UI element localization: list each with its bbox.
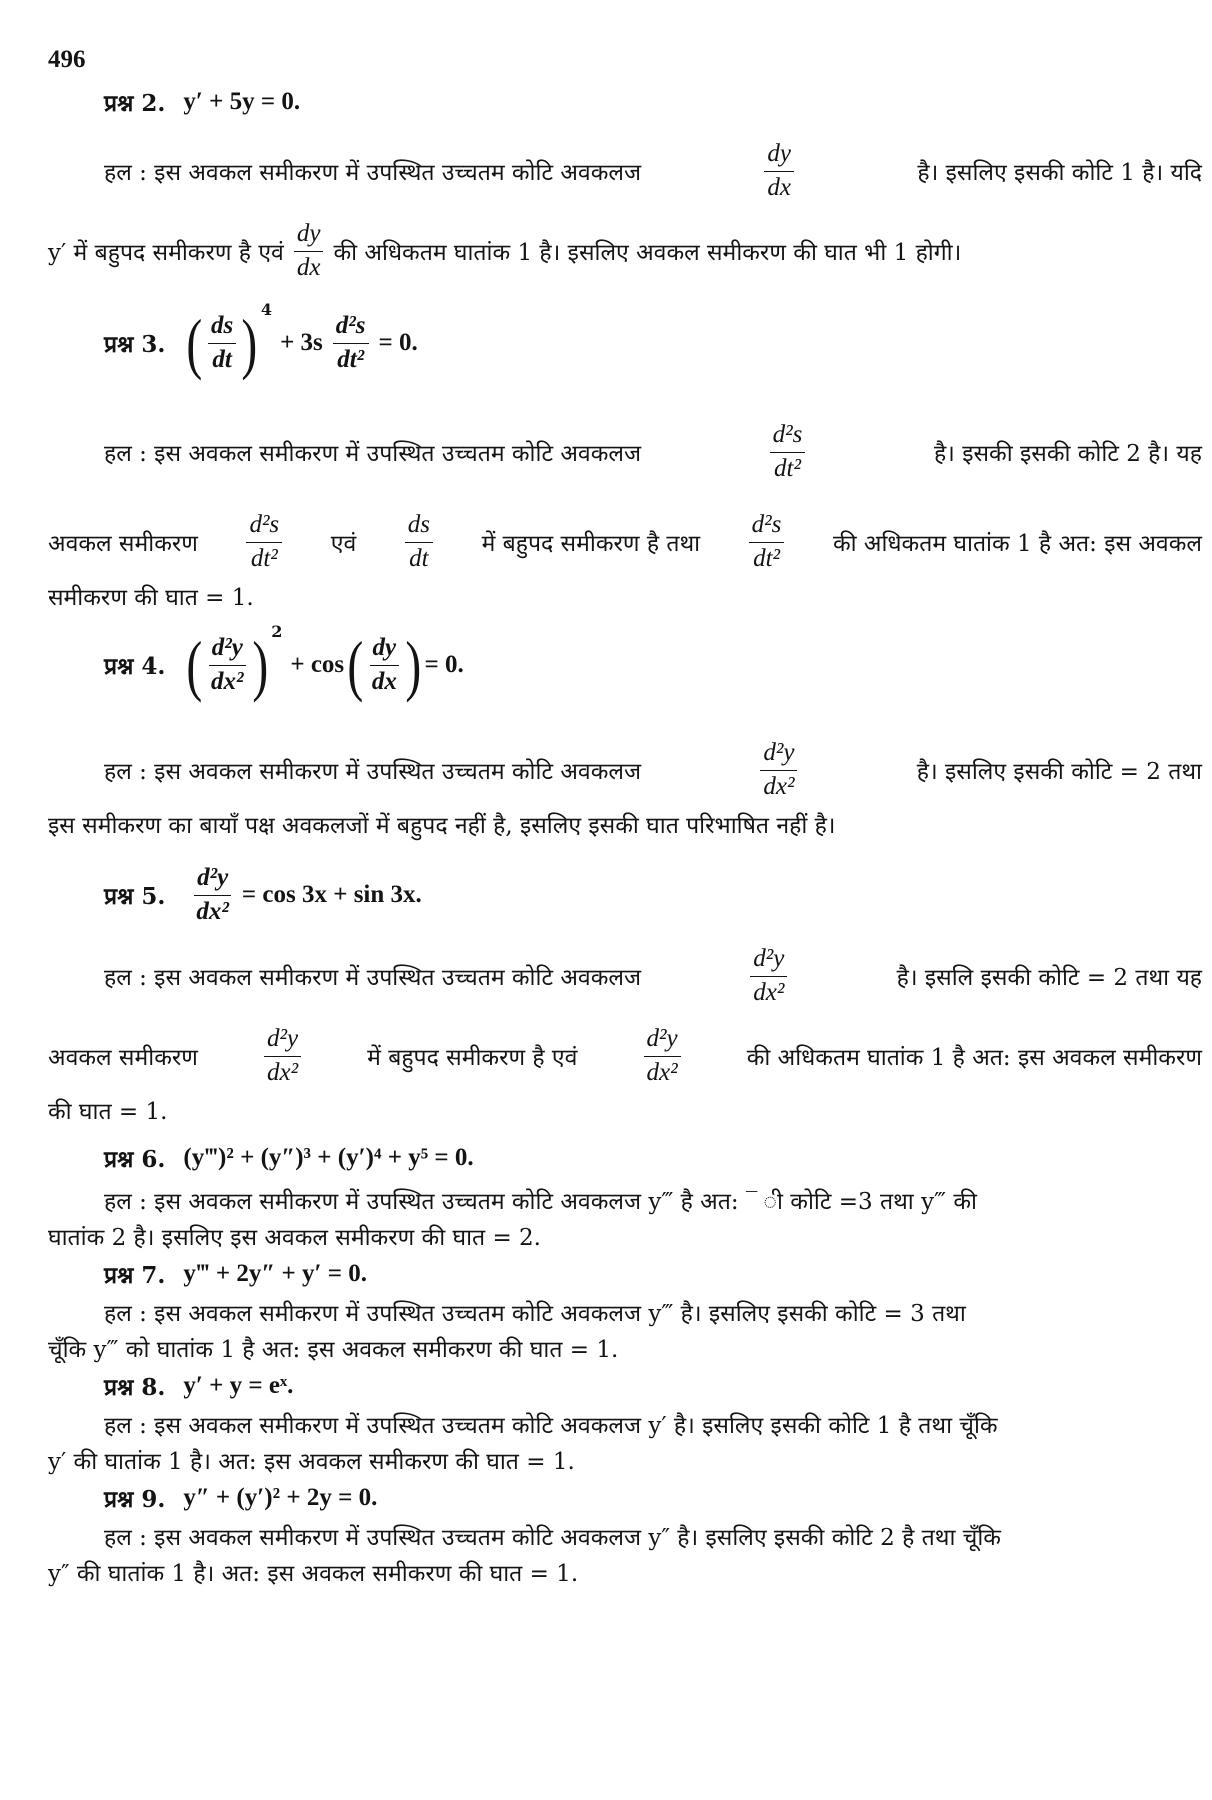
fraction: $\frac{ds}{dt}$ <box>405 511 433 574</box>
solution-4-line-1 <box>48 734 1202 806</box>
text-span: में बहुपद समीकरण है तथा <box>481 531 701 557</box>
text-span: की अधिकतम घातांक 1 है अत: इस अवकल <box>832 531 1202 557</box>
question-label: प्रश्न 5. <box>104 883 166 910</box>
solution-5-line-1 <box>48 940 1202 1012</box>
text-span: हल : इस अवकल समीकरण में उपस्थित उच्चतम कोटि अवकलज y‴ है अत: ‾ ी कोटि =3 तथा y‴ की <box>104 1189 977 1215</box>
solution-3-line-2 <box>48 506 1202 578</box>
equation-part: + cos <box>290 651 345 678</box>
equation-part: = 0. <box>424 651 464 678</box>
question-label: प्रश्न 6. <box>104 1146 166 1173</box>
text-span: घातांक 2 है। इसलिए इस अवकल समीकरण की घात = 2. <box>48 1225 541 1251</box>
solution-4-line-2 <box>48 808 1202 840</box>
question-9 <box>48 1482 1202 1514</box>
text-span: y′ में बहुपद समीकरण है एवं <box>48 240 284 266</box>
fraction: $\frac{dy}{dx}$ <box>369 634 400 697</box>
equation: y″ + (y′)² + 2y = 0. <box>183 1484 378 1511</box>
solution-6-line-2 <box>48 1220 1202 1252</box>
text-span: हल : इस अवकल समीकरण में उपस्थित उच्चतम कोटि अवकलज <box>104 759 642 785</box>
text-span: y′ की घातांक 1 है। अत: इस अवकल समीकरण की घात = 1. <box>48 1449 575 1475</box>
fraction: $\frac{ds}{dt}$ <box>208 312 236 375</box>
solution-2-line-2 <box>48 216 1202 286</box>
equation-part: + 3s <box>280 329 323 356</box>
question-label: प्रश्न 3. <box>104 331 166 358</box>
text-span: एवं <box>330 531 357 557</box>
solution-8-line-1 <box>48 1408 1202 1440</box>
page-number: 496 <box>48 46 86 73</box>
solution-7-line-2 <box>48 1332 1202 1364</box>
solution-9-line-2 <box>48 1556 1202 1588</box>
solution-5-line-2 <box>48 1020 1202 1092</box>
solution-3-line-1 <box>48 416 1202 488</box>
fraction: $\frac{\text{d²y}}{\text{dx²}}$ <box>208 634 247 697</box>
solution-3-line-3 <box>48 580 1202 612</box>
fraction: $\frac{\text{d²y}}{\text{dx²}}$ <box>644 1025 681 1088</box>
text-span: की अधिकतम घातांक 1 है अत: इस अवकल समीकरण <box>746 1045 1202 1071</box>
text-span: है। इसलिए इसकी कोटि = 2 तथा <box>916 759 1202 785</box>
text-span: अवकल समीकरण <box>48 1045 198 1071</box>
question-6 <box>48 1142 1202 1174</box>
text-span: हल : इस अवकल समीकरण में उपस्थित उच्चतम कोटि अवकलज <box>104 965 642 991</box>
fraction: $\frac{dy}{dx}$ <box>294 220 324 283</box>
text-span: हल : इस अवकल समीकरण में उपस्थित उच्चतम कोटि अवकलज y‴ है। इसलिए इसकी कोटि = 3 तथा <box>104 1301 966 1327</box>
solution-5-line-3 <box>48 1094 1202 1126</box>
question-2 <box>48 86 1202 118</box>
question-4: प्रश्न 4. ( $\frac{\text{d²y}}{\text{dx²}}$ ) 2 + cos ( $\frac{dy}{dx}$ ) = 0. <box>104 622 464 703</box>
fraction: $\frac{\text{d²s}}{\text{dt²}}$ <box>333 312 369 375</box>
question-label: प्रश्न 9. <box>104 1486 166 1513</box>
fraction: $\frac{\text{d²y}}{\text{dx²}}$ <box>193 864 232 927</box>
fraction: $\frac{\text{d²s}}{\text{dt²}}$ <box>749 511 785 574</box>
text-span: हल : इस अवकल समीकरण में उपस्थित उच्चतम कोटि अवकलज <box>104 160 642 186</box>
text-span: y″ की घातांक 1 है। अत: इस अवकल समीकरण की घात = 1. <box>48 1561 579 1587</box>
fraction: $\frac{\text{d²y}}{\text{dx²}}$ <box>750 945 787 1008</box>
equation: y′ + y = eˣ. <box>183 1372 294 1399</box>
solution-2-line-1 <box>48 136 1202 206</box>
question-8 <box>48 1370 1202 1402</box>
question-5 <box>48 856 1202 934</box>
equation-part: = 0. <box>378 329 418 356</box>
text-span: इस समीकरण का बायाँ पक्ष अवकलजों में बहुपद नहीं है, इसलिए इसकी घात परिभाषित नहीं है। <box>48 813 836 839</box>
text-span: अवकल समीकरण <box>48 531 198 557</box>
fraction: $\frac{dy}{dx}$ <box>764 140 794 203</box>
text-span: की घात = 1. <box>48 1099 168 1125</box>
question-label: प्रश्न 4. <box>104 653 166 680</box>
question-label: प्रश्न 2. <box>104 90 166 117</box>
fraction: $\frac{\text{d²y}}{\text{dx²}}$ <box>760 739 797 802</box>
question-7 <box>48 1258 1202 1290</box>
equation: y‴ + 2y″ + y′ = 0. <box>183 1260 368 1287</box>
text-span: चूँकि y‴ को घातांक 1 है अत: इस अवकल समीकरण की घात = 1. <box>48 1337 619 1363</box>
text-span: है। इसलि इसकी कोटि = 2 तथा यह <box>896 965 1202 991</box>
fraction: $\frac{\text{d²s}}{\text{dt²}}$ <box>246 511 282 574</box>
text-span: हल : इस अवकल समीकरण में उपस्थित उच्चतम कोटि अवकलज y′ है। इसलिए इसकी कोटि 1 है तथा चूँकि <box>104 1413 998 1439</box>
solution-9-line-1 <box>48 1520 1202 1552</box>
question-label: प्रश्न 7. <box>104 1262 166 1289</box>
equation: (y‴)² + (y″)³ + (y′)⁴ + y⁵ = 0. <box>183 1144 474 1171</box>
text-span: समीकरण की घात = 1. <box>48 585 254 611</box>
text-span: हल : इस अवकल समीकरण में उपस्थित उच्चतम कोटि अवकलज y″ है। इसलिए इसकी कोटि 2 है तथा चूँकि <box>104 1525 1001 1551</box>
question-label: प्रश्न 8. <box>104 1374 166 1401</box>
solution-7-line-1 <box>48 1296 1202 1328</box>
text-span: की अधिकतम घातांक 1 है। इसलिए अवकल समीकरण की घात भी 1 होगी। <box>333 240 962 266</box>
fraction: $\frac{\text{d²s}}{\text{dt²}}$ <box>770 421 806 484</box>
equation-part: = cos 3x + sin 3x. <box>241 881 422 908</box>
equation: y′ + 5y = 0. <box>183 88 301 115</box>
solution-8-line-2 <box>48 1444 1202 1476</box>
text-span: में बहुपद समीकरण है एवं <box>367 1045 578 1071</box>
text-span: है। इसकी इसकी कोटि 2 है। यह <box>933 441 1202 467</box>
question-3: प्रश्न 3. ( $\frac{ds}{dt}$ ) 4 + 3s $\frac{\text{d²s}}{\text{dt²}}$ = 0. <box>104 300 418 381</box>
text-span: है। इसलिए इसकी कोटि 1 है। यदि <box>917 160 1202 186</box>
solution-6-line-1 <box>48 1184 1202 1216</box>
fraction: $\frac{\text{d²y}}{\text{dx²}}$ <box>264 1025 301 1088</box>
text-span: हल : इस अवकल समीकरण में उपस्थित उच्चतम कोटि अवकलज <box>104 441 642 467</box>
